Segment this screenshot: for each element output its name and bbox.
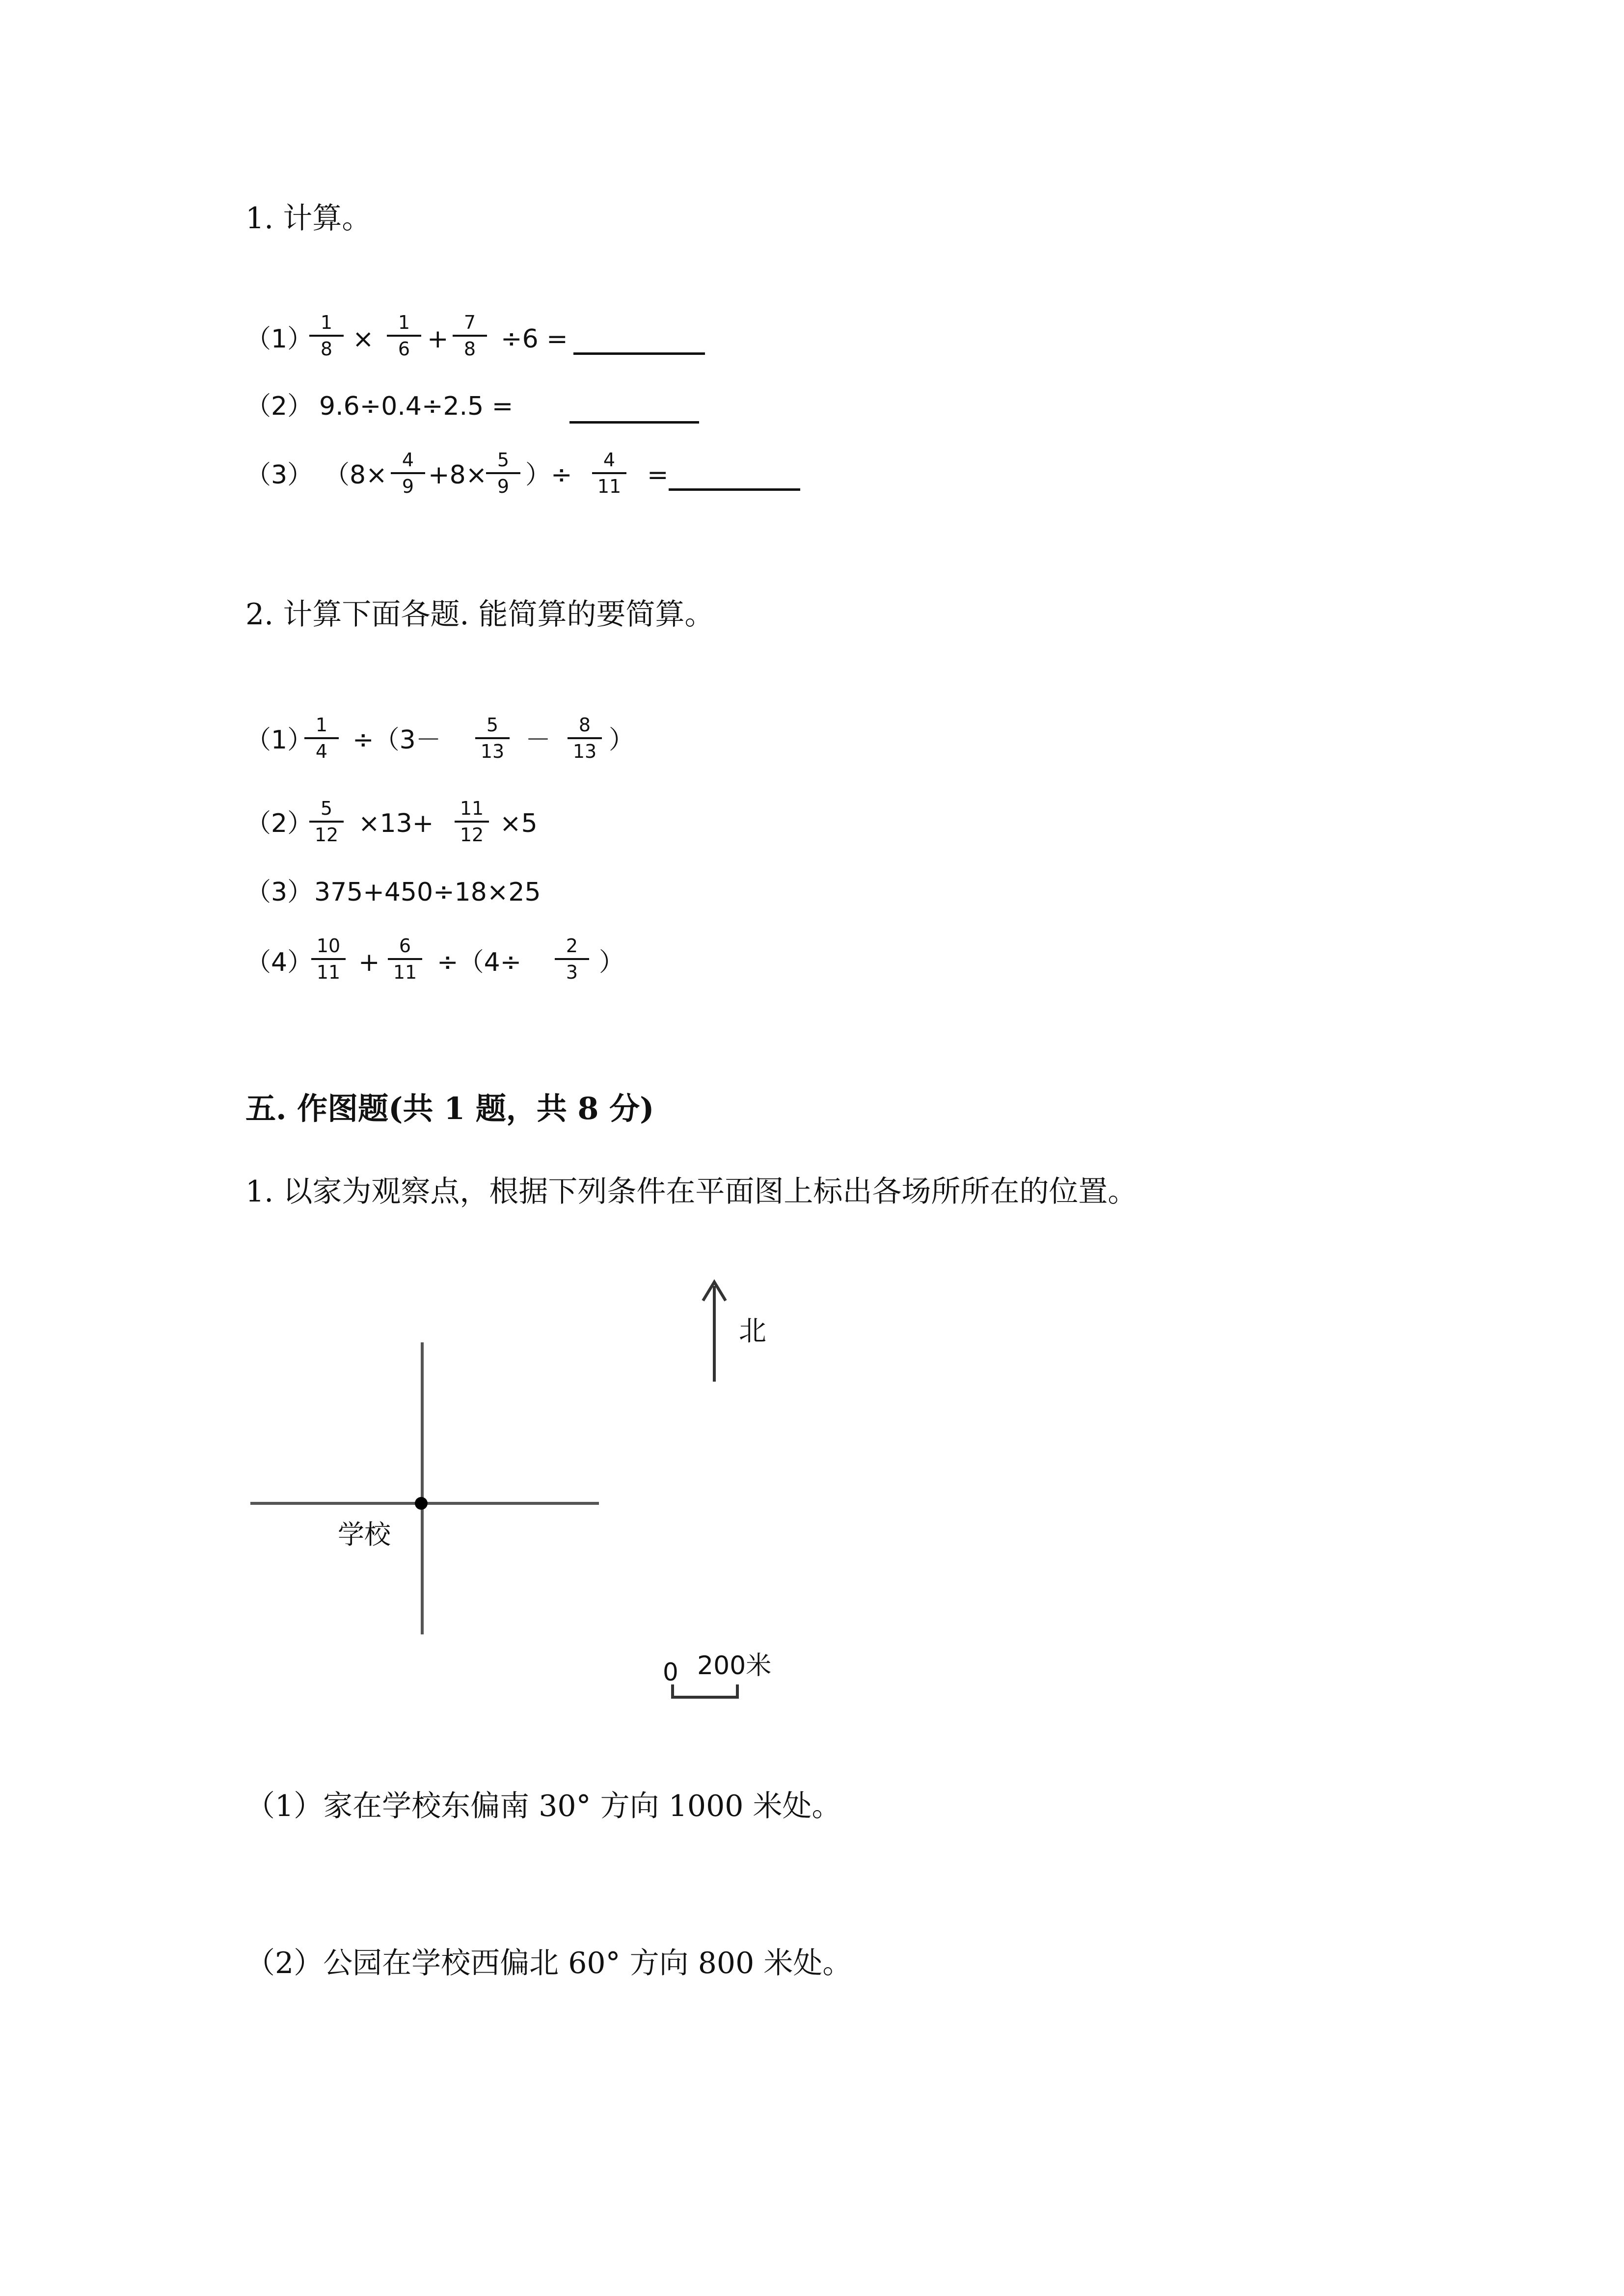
numerator: 5 [486,714,499,736]
q2-p1-operator: ÷（3－ [352,725,441,755]
scale-zero-label: 0 [663,1658,678,1686]
q1-p1-number: （1） [245,324,313,354]
numerator: 5 [320,798,333,819]
q2-p4-number: （4） [245,948,313,977]
denominator: 3 [566,961,578,983]
denominator: 11 [597,476,622,497]
denominator: 13 [480,741,505,762]
numerator: 4 [402,449,414,471]
q1-p1-operator-1: × [352,324,374,354]
denominator: 12 [314,824,339,846]
q2-p3-expression: 375+450÷18×25 [314,878,541,907]
numerator: 7 [463,312,476,333]
q1-p1-operator-2: + [427,324,449,354]
denominator: 9 [497,476,510,497]
numerator: 2 [566,935,578,957]
q1-p2-expression: 9.6÷0.4÷2.5 = [319,392,514,421]
q2-p4-plus: + [358,948,380,977]
q1-p1-tail: ÷6 = [501,324,568,354]
denominator: 13 [572,741,597,762]
q2-p1-minus: － [525,725,551,755]
q1-p3-lead: （8× [324,460,387,490]
section-5-heading: 五. 作图题(共 1 题，共 8 分) [245,1091,654,1126]
condition-1: （1）家在学校东偏南 30° 方向 1000 米处。 [245,1789,841,1823]
numerator: 1 [320,312,333,333]
q2-p1-number: （1） [245,725,313,755]
scale-label: 200米 [697,1651,772,1681]
q2-p2-number: （2） [245,809,313,838]
numerator: 1 [398,312,410,333]
denominator: 6 [398,338,410,360]
denominator: 8 [320,338,333,360]
denominator: 12 [460,824,484,846]
scale-bar [673,1684,737,1697]
q1-p2-number: （2） [245,392,313,421]
q2-p2-tail: ×5 [500,809,538,838]
school-label: 学校 [338,1519,391,1550]
q1-p3-number: （3） [245,460,313,490]
numerator: 10 [316,935,341,957]
numerator: 8 [578,714,591,736]
denominator: 4 [315,741,328,762]
numerator: 1 [315,714,328,736]
north-label: 北 [739,1315,766,1347]
denominator: 11 [316,961,341,983]
numerator: 4 [603,449,616,471]
q2-title: 2. 计算下面各题. 能简算的要简算。 [245,597,714,632]
q1-title: 1. 计算。 [245,201,372,236]
q1-p3-equals: = [647,460,669,490]
numerator: 5 [497,449,510,471]
q2-p1-close: ） [609,725,635,755]
q2-p3-number: （3） [245,878,313,907]
denominator: 9 [402,476,414,497]
q2-p2-mid: ×13+ [358,809,434,838]
q1-p3-close: ）÷ [525,460,572,490]
q2-p4-operator: ÷（4÷ [437,948,522,977]
denominator: 8 [463,338,476,360]
q2-p4-close: ） [599,948,625,977]
denominator: 11 [393,961,417,983]
numerator: 11 [460,798,484,819]
numerator: 6 [399,935,411,957]
s5-q1-title: 1. 以家为观察点，根据下列条件在平面图上标出各场所所在的位置。 [245,1175,1137,1209]
q1-p3-mid: +8× [428,460,487,490]
condition-2: （2）公园在学校西偏北 60° 方向 800 米处。 [245,1946,852,1980]
school-point [415,1497,428,1510]
